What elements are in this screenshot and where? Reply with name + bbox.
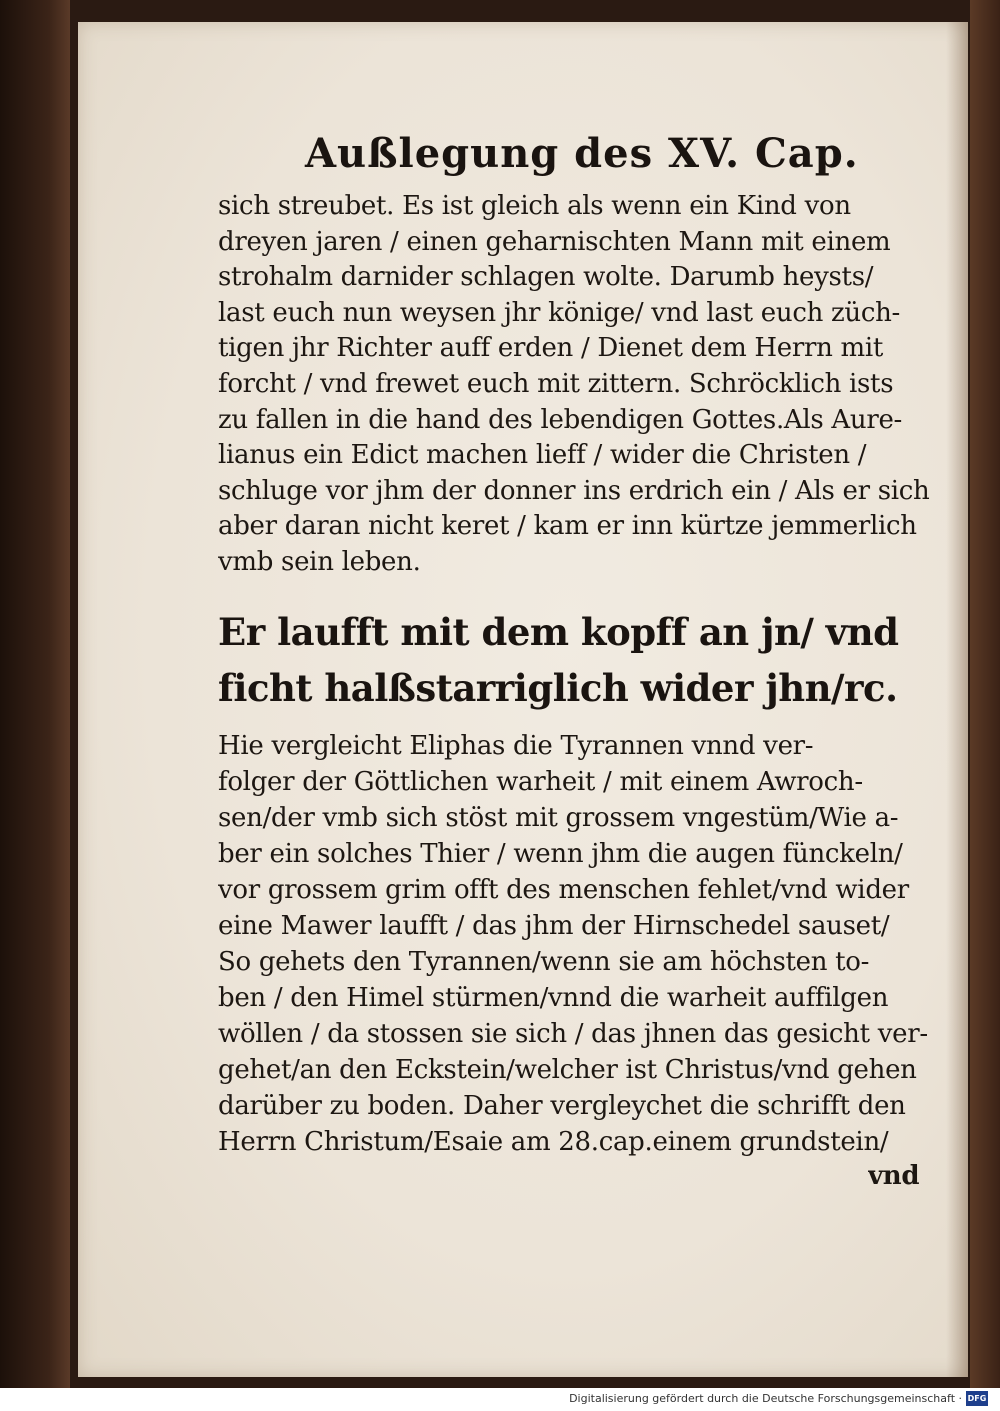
dfg-logo: DFG: [966, 1391, 988, 1406]
text-line: ber ein solches Thier / wenn jhm die augen fünckeln/: [218, 839, 903, 869]
text-line: folger der Göttlichen warheit / mit einem Awroch-: [218, 767, 863, 797]
text-line: vmb sein leben.: [218, 547, 421, 577]
text-line: eine Mawer laufft / das jhm der Hirnschedel sauset/: [218, 911, 890, 941]
text-line: Herrn Christum/Esaie am 28.cap.einem grundstein/: [218, 1127, 889, 1157]
text-line: aber daran nicht keret / kam er inn kürtze jemmerlich: [218, 511, 917, 542]
text-line: gehet/an den Eckstein/welcher ist Christus/vnd gehen: [218, 1055, 917, 1085]
text-line: schluge vor jhm der donner ins erdrich ein / Als er sich: [218, 475, 930, 506]
text-line: zu fallen in die hand des lebendigen Gottes.Als Aure-: [218, 404, 903, 435]
catchword: vnd: [868, 1161, 920, 1191]
text-line: sen/der vmb sich stöst mit grossem vngestüm/Wie a-: [218, 803, 899, 833]
text-line: dreyen jaren / einen geharnischten Mann mit einem: [218, 226, 891, 257]
book-binding-edge: [0, 0, 70, 1388]
text-line: sich streubet. Es ist gleich als wenn ein Kind von: [218, 191, 851, 221]
text-line: forcht / vnd frewet euch mit zittern. Schröcklich ists: [218, 369, 894, 399]
funding-credit: Digitalisierung gefördert durch die Deutsche Forschungsgemeinschaft ·: [569, 1392, 962, 1405]
running-head: Außlegung des XV. Cap.: [305, 130, 859, 177]
heading-line: Er laufft mit dem kopff an jn/ vnd: [218, 610, 899, 654]
text-line: So gehets den Tyrannen/wenn sie am höchsten to-: [218, 947, 870, 977]
text-line: Hie vergleicht Eliphas die Tyrannen vnnd ver-: [218, 731, 814, 761]
page-shadow: [946, 22, 968, 1377]
text-line: ben / den Himel stürmen/vnnd die warheit auffilgen: [218, 983, 889, 1013]
text-line: vor grossem grim offt des menschen fehlet/vnd wider: [218, 875, 909, 905]
book-fore-edge: [970, 0, 1000, 1388]
text-line: wöllen / da stossen sie sich / das jhnen das gesicht ver-: [218, 1019, 928, 1049]
text-line: last euch nun weysen jhr könige/ vnd last euch züch-: [218, 297, 901, 328]
text-line: tigen jhr Richter auff erden / Dienet dem Herrn mit: [218, 333, 884, 364]
text-line: darüber zu boden. Daher vergleychet die schrifft den: [218, 1091, 906, 1121]
footer-bar: [0, 1388, 1000, 1411]
text-line: lianus ein Edict machen lieff / wider die Christen /: [218, 440, 867, 471]
heading-line: ficht halßstarriglich wider jhn/rc.: [218, 666, 898, 710]
text-line: strohalm darnider schlagen wolte. Darumb heysts/: [218, 262, 874, 293]
